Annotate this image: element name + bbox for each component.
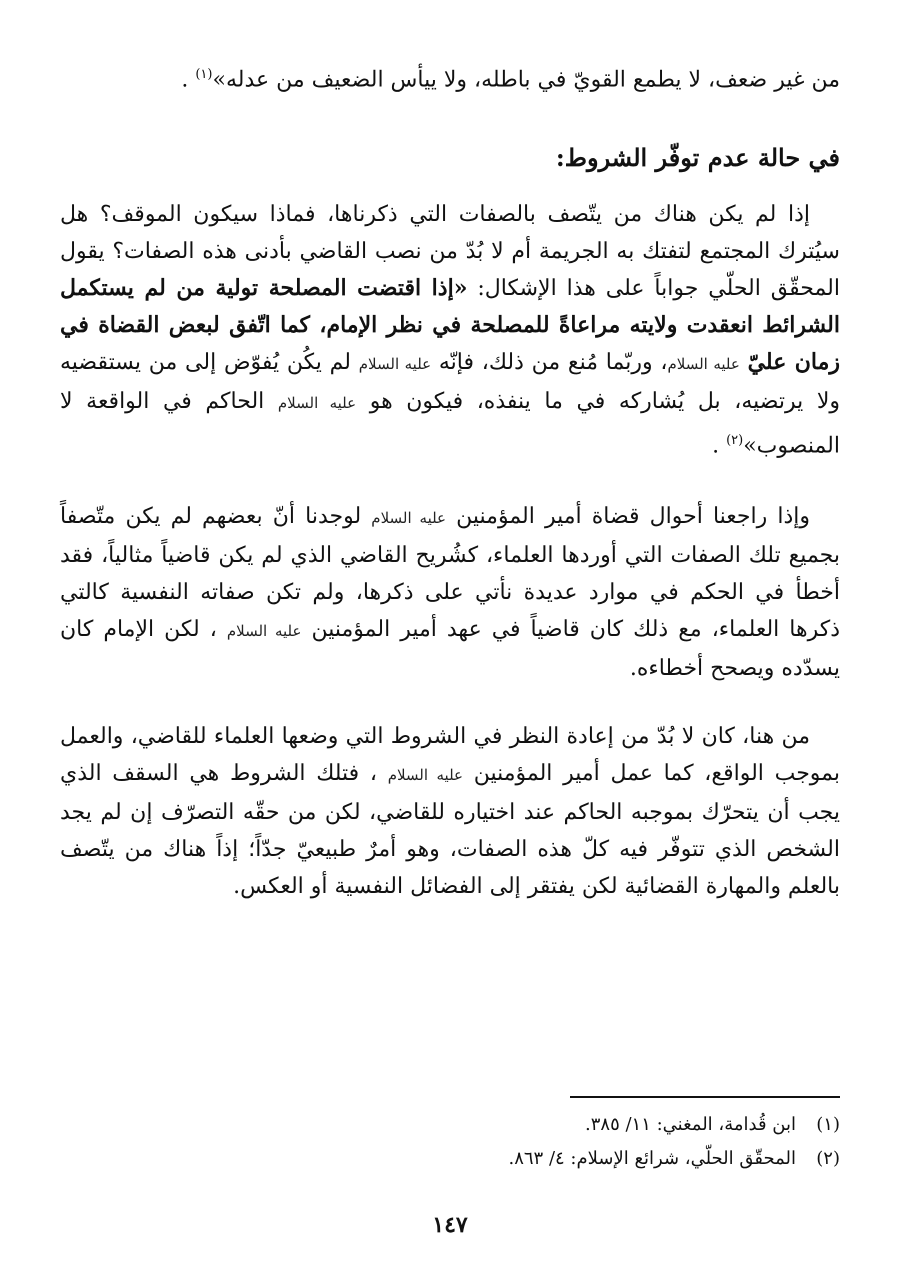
paragraph-end: . — [181, 67, 189, 93]
page-number: ١٤٧ — [432, 1212, 468, 1238]
footnote-item — [60, 1142, 840, 1176]
paragraph-text: ، لكن الإمام كان يسدّده ويصحح أخطاءه. — [60, 617, 840, 681]
paragraph-text: ، فتلك الشروط هي السقف الذي يجب أن يتحرّك بموجبه الحاكم عند اختياره للقاضي، لكن من حقّه التصرّف إن لم يجد الشخص الذي تتوفّر فيه كلّ هذه الصفات، وهو أمرٌ طبيعيّ جدّاً؛ إذاً هناك من يتّصف بالعلم والمهارة القضائية لكن يفتقر إلى الفضائل النفسية أو العكس. — [60, 761, 840, 899]
footnote-number: (٢) — [816, 1148, 840, 1169]
footnote-text: ابن قُدامة، المغني: ١١/ ٣٨٥. — [585, 1114, 796, 1135]
quotation-text: لم يكُن يُفوّض إلى من يستقضيه ولا يرتضيه، بل يُشاركه في ما ينفذه، فيكون هو — [60, 350, 841, 414]
paragraph-text: إذا لم يكن هناك من يتّصف بالصفات التي ذكرناها، فماذا سيكون الموقف؟ هل سيُترك المجتمع لتفتك به الجريمة أم لا بُدّ من نصب القاضي بأدنى هذه الصفات؟ يقول المحقّق الحلّي جواباً على هذا الإشكال: — [60, 202, 840, 301]
paragraph-text: من هنا، كان لا بُدّ من إعادة النظر في الشروط التي وضعها العلماء للقاضي، والعمل بموجب الواقع، كما عمل أمير المؤمنين — [60, 724, 840, 786]
footnote-number: (١) — [816, 1114, 840, 1135]
honorific-glyph: عليه السلام — [371, 509, 447, 527]
paragraph-judges — [60, 498, 840, 687]
footnote-reference: (٢) — [726, 433, 744, 448]
paragraph-text: وإذا راجعنا أحوال قضاة أمير المؤمنين — [456, 504, 811, 529]
footnote-reference: (١) — [195, 67, 213, 82]
section-heading: في حالة عدم توفّر الشروط: — [555, 143, 840, 172]
book-page — [60, 0, 840, 1279]
honorific-glyph: عليه السلام — [667, 355, 740, 373]
footnote-text: المحقّق الحلّي، شرائع الإسلام: ٤/ ٨٦٣. — [508, 1148, 796, 1169]
paragraph-conclusion — [60, 718, 840, 905]
footnote-item — [60, 1108, 840, 1142]
quotation-text: «إذا اقتضت المصلحة تولية من لم يستكمل الشرائط انعقدت ولايته مراعاةً للمصلحة في نظر الإمام، كما اتّفق لبعض القضاة في زمان عليّ — [60, 275, 841, 375]
paragraph-conditions — [60, 196, 840, 464]
footnote-divider — [570, 1096, 840, 1098]
footnotes — [60, 1108, 840, 1176]
paragraph-text: من غير ضعف، لا يطمع القويّ في باطله، ولا ييأس الضعيف من عدله» — [212, 67, 840, 93]
quotation-text: ، وربّما مُنع من ذلك، فإنّه — [438, 350, 668, 375]
honorific-glyph: عليه السلام — [226, 622, 302, 640]
paragraph-continuation — [60, 56, 840, 98]
quotation-text: الحاكم في الواقعة لا المنصوب» — [60, 389, 840, 459]
paragraph-end: . — [712, 433, 720, 459]
honorific-glyph: عليه السلام — [358, 355, 432, 373]
honorific-glyph: عليه السلام — [277, 394, 357, 412]
paragraph-text: لوجدنا أنّ بعضهم لم يكن متّصفاً بجميع تلك الصفات التي أوردها العلماء، كشُريح القاضي الذي لم يكن قاضياً مثالياً، فقد أخطأ في الحكم في موارد عديدة نأتي على ذكرها، ولم تكن صفاته النفسية كالتي ذكرها العلماء، مع ذلك كان قاضياً في عهد أمير المؤمنين — [60, 504, 840, 642]
honorific-glyph: عليه السلام — [387, 766, 463, 784]
